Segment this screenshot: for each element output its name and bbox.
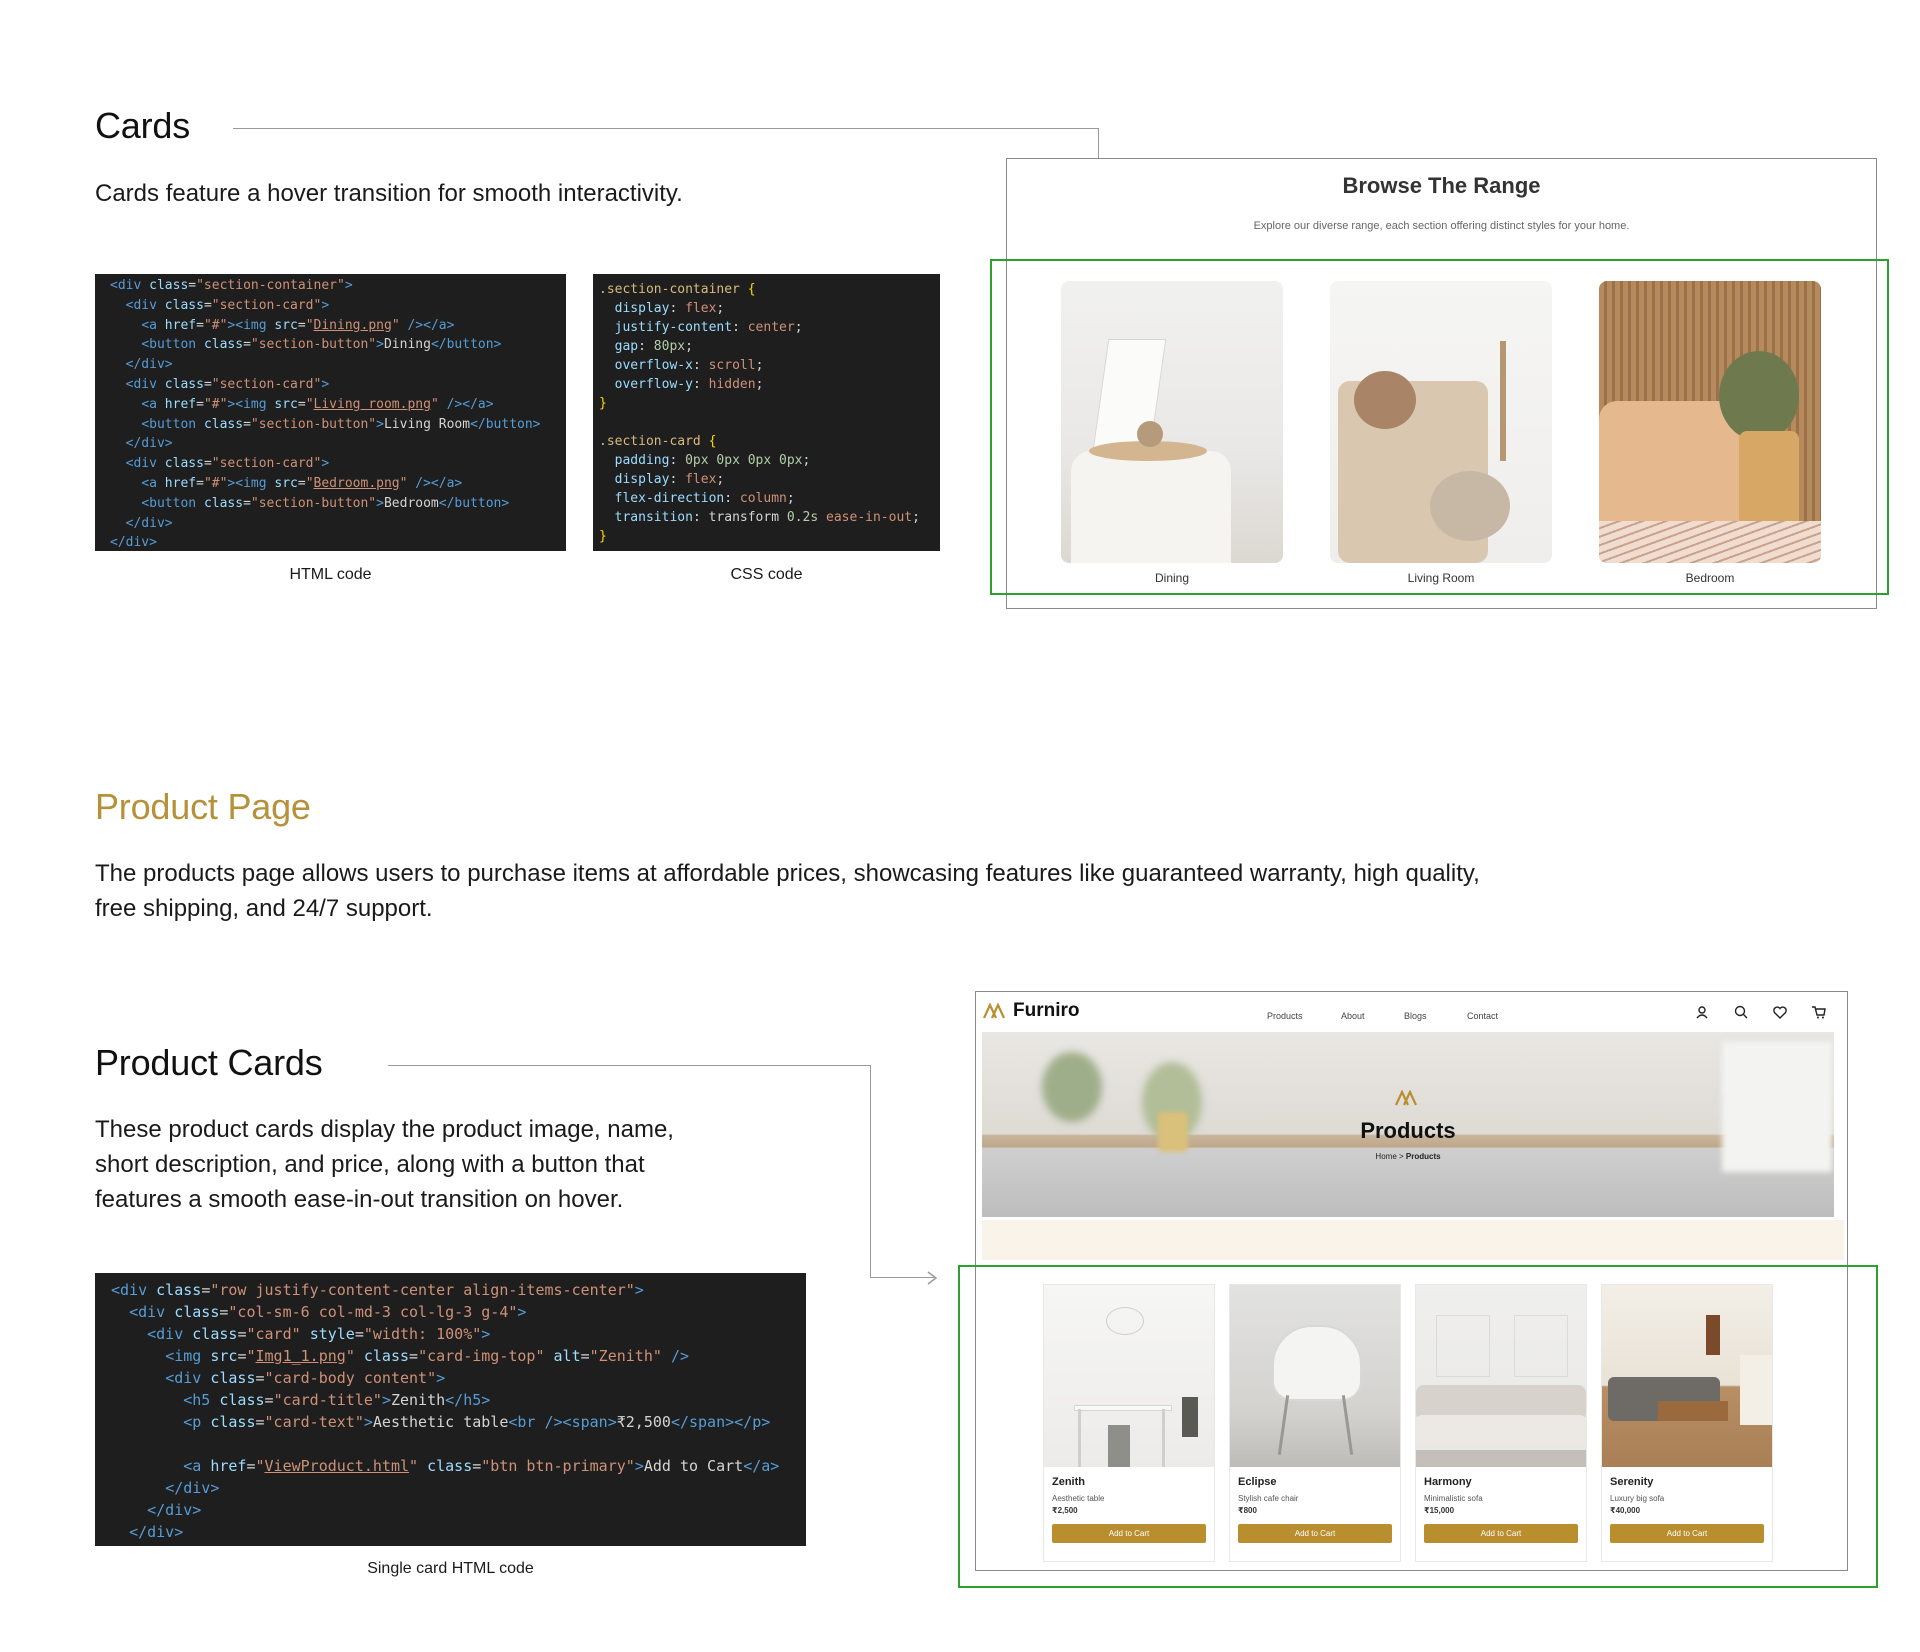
nav-link-products[interactable]: Products	[1267, 1011, 1303, 1021]
product-card-html-code: <div class="row justify-content-center align-items-center"> <div class="col-sm-6 col-md-3 col-lg-3 g-4"> <div class="card" style="width: 100%"> <img src="Img1_1.png" class="card-img-top" alt="Zenith" /> <div class="card-body content"> <h5 class="card-title">Zenith</h5> <p class="card-text">Aesthetic table<br /><span>₹2,500</span></p> <a href="ViewProduct.html" class="btn btn-primary">Add to Cart</a> </div> </div> </div>	[95, 1273, 806, 1546]
hero-logo-icon	[1394, 1090, 1422, 1106]
product-name: Zenith	[1052, 1476, 1085, 1488]
product-description: Minimalistic sofa	[1424, 1494, 1483, 1503]
add-to-cart-button[interactable]: Add to Cart	[1052, 1524, 1206, 1543]
cards-css-code: .section-container { display: flex; justify-content: center; gap: 80px; overflow-x: scroll; overflow-y: hidden; } .section-card { padding: 0px 0px 0px 0px; display: flex; flex-direction: column; transition: transform 0.2s ease-in-out; }	[593, 274, 940, 551]
room-label: Bedroom	[1685, 571, 1735, 585]
heart-icon[interactable]	[1772, 1004, 1788, 1020]
css-code-caption: CSS code	[730, 566, 803, 583]
cards-description: Cards feature a hover transition for smooth interactivity.	[95, 180, 683, 207]
hero-feature-strip	[982, 1220, 1844, 1260]
breadcrumb-separator: >	[1399, 1152, 1404, 1161]
cards-heading: Cards	[95, 105, 191, 146]
furniro-logo-icon	[983, 1003, 1009, 1019]
room-card-dining[interactable]	[1061, 281, 1283, 585]
product-description: Stylish cafe chair	[1238, 1494, 1299, 1503]
product-price: ₹800	[1238, 1506, 1257, 1515]
hero-title: Products	[1360, 1118, 1456, 1143]
product-cards-description-line-2: short description, and price, along with a button that	[95, 1151, 645, 1178]
highlight-box-product-cards	[958, 1265, 1878, 1588]
product-name: Eclipse	[1238, 1476, 1277, 1488]
room-label: Living Room	[1407, 571, 1475, 585]
cards-connector-horizontal	[233, 128, 1099, 129]
product-cards-description-line-3: features a smooth ease-in-out transition on hover.	[95, 1186, 624, 1213]
room-label: Dining	[1154, 571, 1190, 585]
furniro-brand[interactable]: Furniro	[1013, 1000, 1080, 1021]
product-cards-description-line-1: These product cards display the product image, name,	[95, 1116, 674, 1143]
product-price: ₹2,500	[1052, 1506, 1078, 1515]
arrow-right-icon	[925, 1270, 939, 1286]
add-to-cart-button[interactable]: Add to Cart	[1424, 1524, 1578, 1543]
product-description: Luxury big sofa	[1610, 1494, 1665, 1503]
room-card-bedroom[interactable]	[1599, 281, 1821, 585]
add-to-cart-button[interactable]: Add to Cart	[1610, 1524, 1764, 1543]
browse-range-title: Browse The Range	[1342, 173, 1541, 198]
nav-link-contact[interactable]: Contact	[1467, 1011, 1499, 1021]
product-page-description-line-2: free shipping, and 24/7 support.	[95, 895, 433, 922]
product-cards-connector-horizontal	[388, 1065, 871, 1066]
breadcrumb	[982, 1152, 1834, 1161]
product-description: Aesthetic table	[1052, 1494, 1105, 1503]
product-cards-heading: Product Cards	[95, 1042, 323, 1083]
html-code-caption: HTML code	[289, 566, 372, 583]
cards-html-code: <div class="section-container"> <div class="section-card"> <a href="#"><img src="Dining.png" /></a> <button class="section-button">Dining</button> </div> <div class="section-card"> <a href="#"><img src="Living room.png" /></a> <button class="section-button">Living Room</button> </div> <div class="section-card"> <a href="#"><img src="Bedroom.png" /></a> <button class="section-button">Bedroom</button> </div> </div>	[95, 274, 566, 551]
hero-banner	[982, 1032, 1834, 1217]
nav-link-about[interactable]: About	[1341, 1011, 1365, 1021]
single-card-code-caption: Single card HTML code	[367, 1560, 534, 1577]
add-to-cart-button[interactable]: Add to Cart	[1238, 1524, 1392, 1543]
nav-link-blogs[interactable]: Blogs	[1404, 1011, 1427, 1021]
room-image-living-room	[1330, 281, 1552, 563]
product-price: ₹15,000	[1424, 1506, 1455, 1515]
search-icon[interactable]	[1733, 1004, 1749, 1020]
room-image-dining	[1061, 281, 1283, 563]
cart-icon[interactable]	[1811, 1004, 1827, 1020]
product-page-heading: Product Page	[95, 786, 311, 827]
breadcrumb-home[interactable]: Home	[1375, 1152, 1397, 1161]
product-price: ₹40,000	[1610, 1506, 1641, 1515]
product-page-description-line-1: The products page allows users to purchase items at affordable prices, showcasing features like guaranteed warranty, high quality,	[95, 860, 1480, 887]
room-image-bedroom	[1599, 281, 1821, 563]
product-name: Serenity	[1610, 1476, 1654, 1488]
browse-range-subtitle: Explore our diverse range, each section offering distinct styles for your home.	[1253, 220, 1630, 232]
user-icon[interactable]	[1694, 1004, 1710, 1020]
product-cards-connector-vertical	[870, 1065, 871, 1278]
product-name: Harmony	[1424, 1476, 1472, 1488]
breadcrumb-current: Products	[1405, 1152, 1441, 1161]
room-card-living-room[interactable]	[1330, 281, 1552, 585]
